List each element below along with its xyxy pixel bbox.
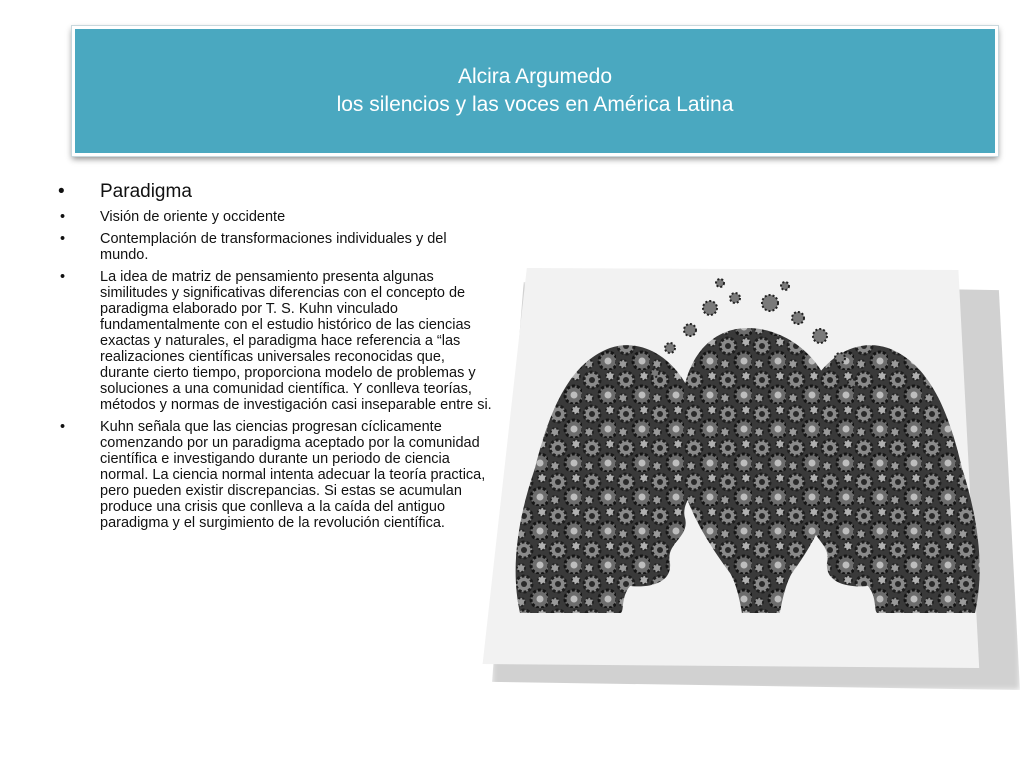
bullet-text: La idea de matriz de pensamiento presenta algunas similitudes y significativas diferencias con el concepto de paradigma elaborado por T. S. Kuhn vinculado fundamentalmente con el estudio histórico de las ciencias exactas y naturales, el paradigma hace referencia a “las realizaciones científicas universales reconocidas que, durante cierto tiempo, proporciona modelo de problemas y soluciones a una comunidad científica. Y conlleva teorías, métodos y normas de investigación casi inseparable entre si.: [100, 269, 492, 413]
center-gear-head: [681, 328, 836, 613]
bullet-dot: •: [60, 269, 66, 285]
gear-heads-picture: [480, 268, 1000, 688]
bullet-text: Visión de oriente y occidente: [100, 209, 286, 225]
slide-title-line1: Alcira Argumedo: [457, 65, 613, 88]
bullet-item: [58, 231, 498, 263]
left-gear-head: [516, 345, 695, 613]
gear-heads-illustration: [480, 268, 1000, 668]
bullet-dot: •: [58, 181, 65, 202]
bullet-item: [58, 269, 498, 413]
main-bullet-text: Paradigma: [100, 181, 192, 202]
slide-title-box: [72, 26, 998, 156]
bullet-item: [58, 209, 498, 225]
main-bullet: [58, 180, 498, 204]
bullet-item: [58, 419, 498, 531]
bullet-text: Kuhn señala que las ciencias progresan cíclicamente comenzando por un paradigma aceptado por la comunidad científica e investigando durante un periodo de ciencia normal. La ciencia normal intenta adecuar la teoría practica, pero pueden existir discrepancias. Si estas se acumulan produce una crisis que conlleva a la caída del antiguo paradigma y el surgimiento de la revolución científica.: [100, 419, 486, 531]
slide-title-line2: los silencios y las voces en América Latina: [336, 93, 734, 116]
bullet-dot: •: [60, 209, 66, 225]
bullet-text: Contemplación de transformaciones individuales y del mundo.: [100, 231, 447, 263]
slide-content: [58, 180, 498, 537]
bullet-dot: •: [60, 231, 66, 247]
bullet-dot: •: [60, 419, 66, 435]
